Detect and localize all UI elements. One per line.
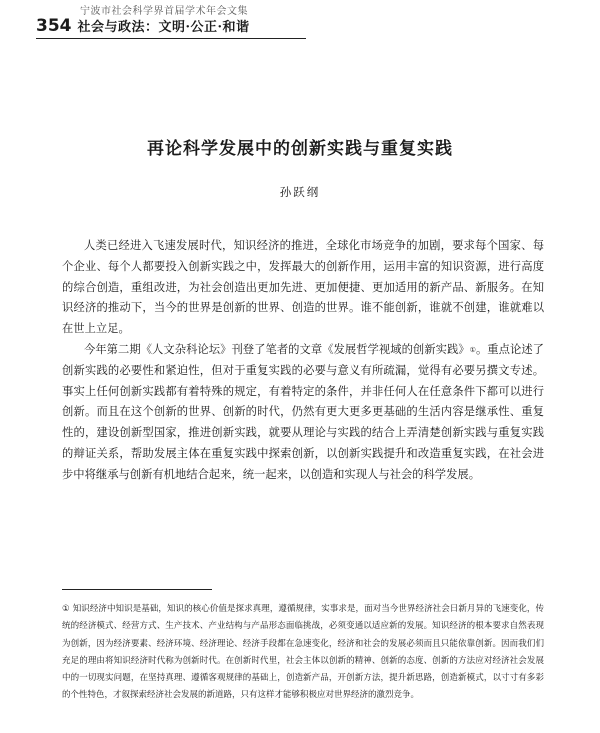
- article-title: 再论科学发展中的创新实践与重复实践: [147, 139, 453, 159]
- paragraph-1: 人类已经进入飞速发展时代，知识经济的推进，全球化市场竞争的加剧，要求每个国家、每个企业、每个人都要投入创新实践之中，发挥最大的创新作用，运用丰富的知识资源，进行高度的综合创造，重组改进，为社会创造出更加先进、更加便捷、更加适用的新产品、新服务。在知识经济的推动下，当今的世界是创新的世界、创造的世界。谁不能创新，谁就不创建，谁就难以在世上立足。: [62, 239, 544, 336]
- article-body: [62, 236, 544, 486]
- paragraph-2-part-2: 。重点论述了创新实践的必要性和紧迫性，但对于重复实践的必要与意义有所疏漏，觉得有必要另撰文专述。事实上任何创新实践都有着特殊的规定，有着特定的条件，并非任何人在任意条件下都可以进行创新。而且在这个创新的世界、创新的时代，仍然有更大更多更基础的生活内容是继承性、重复性的，建设创新型国家，推进创新实践，就要从理论与实践的结合上弄清楚创新实践与重复实践的辩证关系，帮助发展主体在重复实践中探索创新，以创新实践提升和改造重复实践，在社会进步中将继承与创新有机地结合起来，统一起来，以创造和实现人与社会的科学发展。: [62, 342, 544, 481]
- page-number: 354: [36, 16, 72, 36]
- footnote-divider: [62, 589, 212, 590]
- footnote-reference[interactable]: ①: [469, 345, 476, 354]
- section-title: 社会与政法：文明·公正·和谐: [77, 20, 250, 35]
- running-title: 宁波市社会科学界首届学术年会文集: [80, 6, 248, 17]
- paragraph-2: [62, 340, 544, 486]
- page-header: [36, 16, 306, 39]
- footnote: [62, 601, 544, 705]
- footnote-mark: ①: [62, 604, 70, 614]
- paragraph-2-part-1: 今年第二期《人文杂科论坛》刊登了笔者的文章《发展哲学视域的创新实践》: [84, 342, 470, 356]
- footnote-text: 知识经济中知识是基础，知识的核心价值是探求真理，遵循规律，实事求是，面对当今世界经济社会日新月异的飞速变化，传统的经济模式、经营方式、生产技术、产业结构与产品形态面临挑战，必须变通以适应新的发展。知识经济的根本要求自然表现为创新，因为经济要素、经济环境、经济理论、经济手段都在急速变化，经济和社会的发展必须而且只能依靠创新。因而我们们充足的理由将知识经济时代称为创新时代。在创新时代里，社会主体以创新的精神、创新的态度、创新的方法应对经济社会发展中的一切现实问题，在坚持真理、遵循客观规律的基础上，创造新产品，开创新方法，提升新思路，创造新模式，以寸寸有多彩的个性特色，才叙探索经济社会发展的新道路，只有这样才能够积极应对世界经济的激烈竞争。: [62, 604, 544, 701]
- article-author: 孙跃纲: [279, 185, 321, 199]
